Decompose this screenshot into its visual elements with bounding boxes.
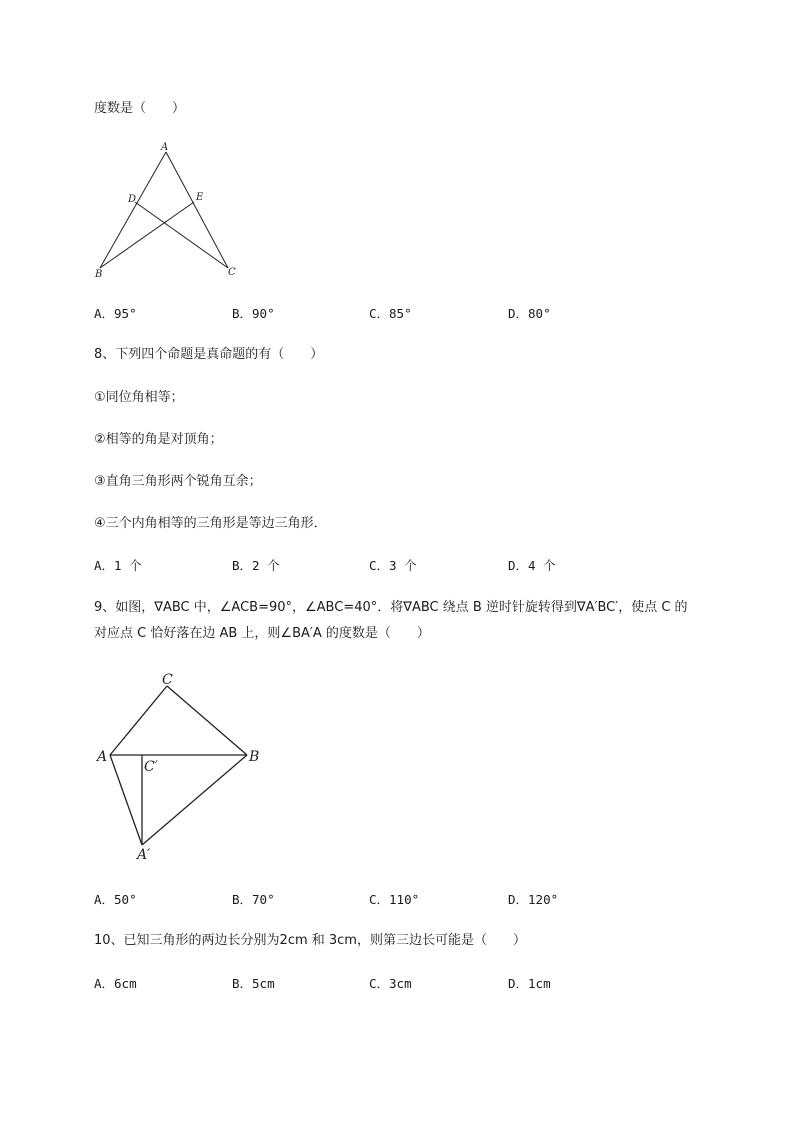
- label-a-prime: A′: [137, 847, 151, 863]
- q8-stem: 8、下列四个命题是真命题的有（ ）: [94, 347, 324, 362]
- segment-ac: [110, 686, 167, 755]
- label-e: E: [196, 192, 204, 203]
- q9-options: [94, 891, 694, 909]
- q10-options: [94, 975, 694, 993]
- q10-stem: 10、已知三角形的两边长分别为2cm 和 3cm，则第三边长可能是（ ）: [94, 933, 526, 948]
- q7-option-d[interactable]: D．80°: [508, 306, 551, 321]
- q9-option-b[interactable]: B．70°: [232, 892, 275, 907]
- q7-figure: [90, 140, 250, 285]
- q10-option-c[interactable]: C．3cm: [369, 976, 412, 991]
- label-a: A: [161, 142, 169, 153]
- q8-statement-4: ④三个内角相等的三角形是等边三角形．: [94, 516, 327, 531]
- q8-statement-3: ③直角三角形两个锐角互余；: [94, 474, 262, 489]
- segment-dc: [135, 202, 228, 268]
- segment-ac: [166, 152, 228, 268]
- q10-option-a[interactable]: A．6cm: [94, 976, 137, 991]
- q9-option-a[interactable]: A．50°: [94, 892, 137, 907]
- segment-a-a-prime: [110, 755, 142, 845]
- label-c-prime: C′: [144, 759, 158, 775]
- segment-be: [100, 202, 194, 268]
- q8-statement-2: ②相等的角是对顶角；: [94, 432, 223, 447]
- q9-option-d[interactable]: D．120°: [508, 892, 559, 907]
- q9-stem-line-2: 对应点 C 恰好落在边 AB 上，则∠BA′A 的度数是（ ）: [94, 626, 430, 641]
- label-c: C: [228, 267, 236, 278]
- q8-options: [94, 557, 694, 575]
- q8-option-c[interactable]: C．3 个: [369, 558, 417, 573]
- segment-cb: [167, 686, 247, 755]
- label-c: C: [162, 672, 173, 688]
- q8-option-d[interactable]: D．4 个: [508, 558, 556, 573]
- q8-statement-1: ①同位角相等；: [94, 390, 184, 405]
- q9-option-c[interactable]: C．110°: [369, 892, 420, 907]
- q7-options: [94, 305, 694, 323]
- label-b: B: [249, 749, 260, 765]
- label-b: B: [95, 269, 103, 280]
- q8-option-a[interactable]: A．1 个: [94, 558, 142, 573]
- q7-option-b[interactable]: B．90°: [232, 306, 275, 321]
- q8-option-b[interactable]: B．2 个: [232, 558, 280, 573]
- segment-ab: [100, 152, 166, 268]
- label-d: D: [128, 194, 137, 205]
- q9-stem-line-1: 9、如图，∇ABC 中，∠ACB=90°，∠ABC=40°．将∇ABC 绕点 B 逆时针旋转得到∇A′BC′，使点 C 的: [94, 600, 688, 615]
- q9-figure: [90, 665, 280, 865]
- q7-stem-tail: 度数是（ ）: [94, 101, 186, 116]
- label-a: A: [97, 749, 108, 765]
- q10-option-b[interactable]: B．5cm: [232, 976, 275, 991]
- q7-option-c[interactable]: C．85°: [369, 306, 412, 321]
- q7-option-a[interactable]: A．95°: [94, 306, 137, 321]
- q10-option-d[interactable]: D．1cm: [508, 976, 551, 991]
